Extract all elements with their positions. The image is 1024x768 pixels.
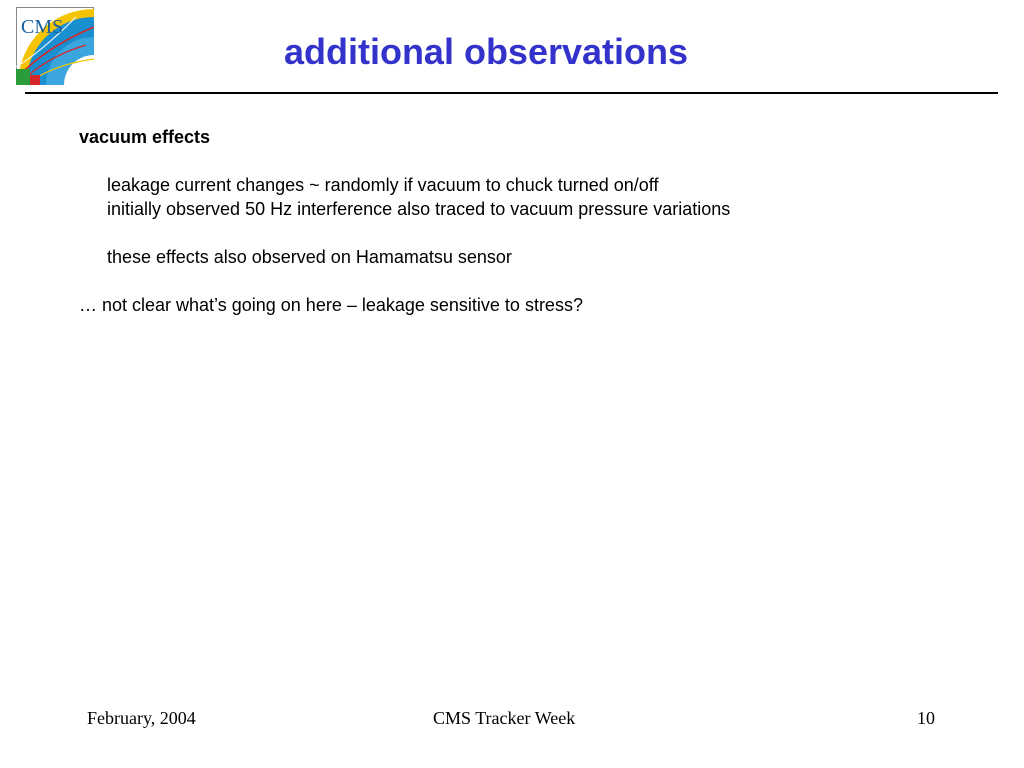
footer-page-number: 10 xyxy=(917,708,935,728)
section-heading: vacuum effects xyxy=(79,127,211,147)
bullet-leakage-current: leakage current changes ~ randomly if vacuum to chuck turned on/off xyxy=(107,175,659,195)
bullet-interference: initially observed 50 Hz interference also traced to vacuum pressure variations xyxy=(107,199,731,219)
bullet-hamamatsu: these effects also observed on Hamamatsu sensor xyxy=(107,247,512,267)
footer-event: CMS Tracker Week xyxy=(433,708,576,728)
footer-date: February, 2004 xyxy=(87,708,196,728)
slide-title: additional observations xyxy=(283,31,689,72)
conclusion-text: … not clear what’s going on here – leakage sensitive to stress? xyxy=(79,295,583,315)
logo-text: CMS xyxy=(21,16,64,38)
